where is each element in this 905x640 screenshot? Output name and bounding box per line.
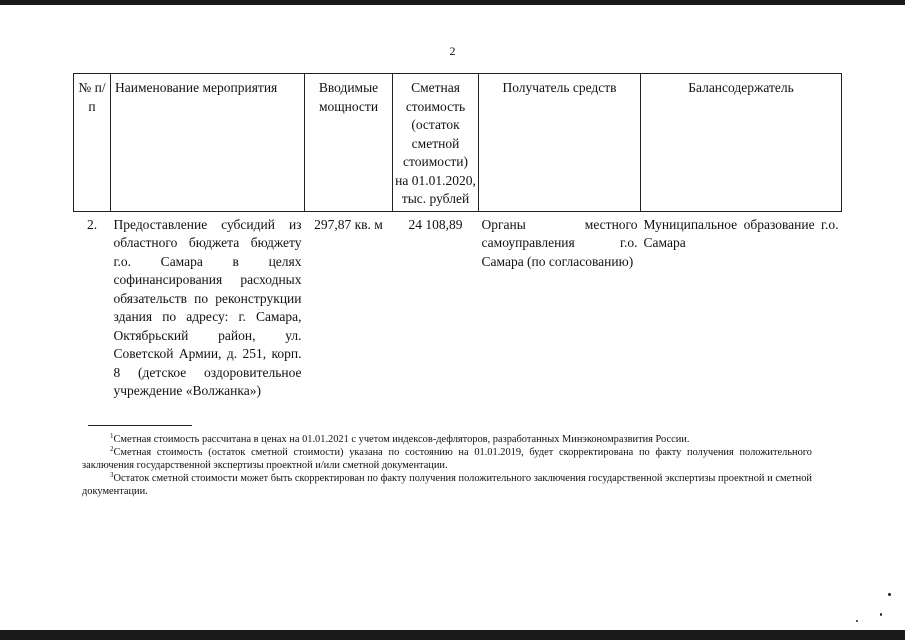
- footnote-mark: 3: [110, 471, 114, 479]
- header-capacity: Вводимые мощности: [305, 74, 393, 212]
- footnote-mark: 1: [110, 432, 114, 440]
- scan-edge-top: [0, 0, 905, 5]
- footnotes: [82, 433, 812, 498]
- footnote-3: [82, 472, 812, 498]
- table-header-row: [74, 74, 842, 212]
- events-table: [73, 73, 842, 403]
- row-capacity: 297,87 кв. м: [314, 216, 383, 232]
- row-holder: Муниципальное образование г.о. Самара: [643, 216, 839, 250]
- header-num: № п/п: [74, 74, 111, 212]
- table-row: [74, 211, 842, 403]
- footnote-separator: [88, 425, 192, 426]
- scan-speck: [856, 620, 858, 622]
- footnote-1: [82, 433, 812, 446]
- footnote-text: Сметная стоимость рассчитана в ценах на 01.01.2021 с учетом индексов-дефляторов, разработанных Минэкономразвития России.: [113, 434, 690, 445]
- scan-edge-bottom: [0, 630, 905, 640]
- header-cost: Сметная стоимость (остаток сметной стоимости) на 01.01.2020, тыс. рублей: [393, 74, 479, 212]
- header-name: Наименование мероприятия: [111, 74, 305, 212]
- row-name: Предоставление субсидий из областного бюджета бюджету г.о. Самара в целях софинансирования расходных обязательств по реконструкции здания по адресу: г. Самара, Октябрьский район, ул. Советской Армии, д. 251, корп. 8 (детское оздоровительное учреждение «Волжанка»): [113, 216, 302, 398]
- footnote-mark: 2: [110, 445, 114, 453]
- scan-speck: [880, 613, 882, 616]
- row-cost: 24 108,89: [408, 216, 463, 232]
- footnote-2: [82, 446, 812, 472]
- row-num: 2.: [86, 216, 98, 232]
- footnote-text: Сметная стоимость (остаток сметной стоимости) указана по состоянию на 01.01.2019, будет скорректирована по факту получения положительного заключения государственной экспертизы проектной и/или сметной документации.: [82, 447, 812, 471]
- scan-speck: [888, 593, 891, 596]
- row-recipient: Органы местного самоуправления г.о. Самара (по согласованию): [481, 216, 638, 269]
- footnote-text: Остаток сметной стоимости может быть скорректирован по факту получения положительного заключения государственной экспертизы проектной и сметной документации.: [82, 473, 812, 497]
- header-recipient: Получатель средств: [479, 74, 641, 212]
- header-holder: Балансодержатель: [641, 74, 842, 212]
- page-number: 2: [449, 44, 456, 58]
